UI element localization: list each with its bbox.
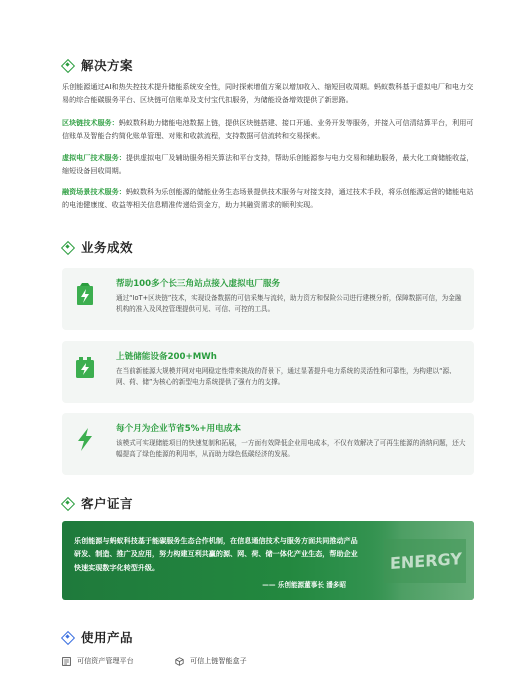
testimonial-title: 客户证言 [81, 496, 134, 511]
battery-icon [68, 350, 102, 384]
solution-item [62, 186, 474, 211]
products-title: 使用产品 [81, 630, 134, 645]
result-card-title: 帮助100多个长三角站点接入虚拟电厂服务 [116, 279, 281, 289]
products-heading [62, 628, 133, 646]
solution-item-text: 蚂蚁数科为乐创能源的储能业务生态场景提供技术服务与对接支持，通过技术手段，将乐创能源运营的储能电站的电池健康度、收益等相关信息精准传递给资金方，助力其融资需求的顺利实现。 [62, 187, 474, 209]
result-card-desc: 通过“IoT+区块链”技术，实现设备数据的可信采集与流转，助力资方和保险公司进行建模分析，保障数据可信，为金融机构的准入及风控管理提供可见、可信、可控的工具。 [116, 294, 462, 314]
product-item[interactable] [175, 656, 247, 666]
result-card [62, 341, 474, 403]
testimonial-quote: 乐创能源与蚂蚁科技基于能碳服务生态合作机制，在信息通信技术与服务方面共同推动产品研发、制造、推广及应用，努力构建互利共赢的源、网、荷、储一体化产业生态，帮助企业快速实现数字化转型升级。 [74, 536, 358, 572]
diamond-bullet-icon [62, 242, 73, 253]
diamond-bullet-icon [62, 60, 73, 71]
solution-item-label: 虚拟电厂技术服务： [62, 153, 126, 162]
product-label: 可信资产管理平台 [77, 656, 134, 665]
result-card [62, 413, 474, 475]
testimonial-author: —— 乐创能源董事长 潘多昭 [262, 581, 346, 589]
testimonial-heading [62, 494, 133, 512]
solutions-heading [62, 56, 133, 74]
plug-in-icon [68, 277, 102, 311]
solutions-intro: 乐创能源通过AI和热失控技术提升储能系统安全性，同时探索增值方案以增加收入、缩短回收周期。蚂蚁数科基于虚拟电厂和电力交易的综合能碳服务平台、区块链可信账单及支付宝代扣服务，为储能设备增效提供了新思路。 [62, 82, 474, 104]
solution-item-text: 提供虚拟电厂及辅助服务相关算法和平台支持，帮助乐创能源参与电力交易和辅助服务，最大化工商储能收益，缩短设备回收周期。 [62, 153, 474, 175]
asset-management-icon [62, 657, 71, 666]
solution-item-text: 蚂蚁数科助力储能电池数据上链，提供区块链搭建、接口开通、业务开发等服务，并接入可信清结算平台，利用可信账单及智能合约简化账单管理、对账和收款流程，支持数据可信流转和交易探索。 [62, 118, 474, 140]
solutions-title: 解决方案 [81, 58, 134, 73]
diamond-bullet-icon [62, 498, 73, 509]
result-card-desc: 在当前新能源大规模并网对电网稳定性带来挑战的背景下，通过显著提升电力系统的灵活性和可靠性，为构建以“源、网、荷、储”为核心的新型电力系统提供了强有力的支撑。 [116, 367, 456, 387]
solution-item-label: 融资场景技术服务： [62, 187, 126, 196]
solution-item [62, 117, 474, 142]
results-heading [62, 238, 133, 256]
result-card-title: 上链储能设备200+MWh [116, 352, 217, 362]
chain-box-icon [175, 657, 184, 666]
energy-sign-image [362, 521, 474, 600]
energy-sign-text: ENERGY [390, 549, 462, 574]
lightning-icon [68, 422, 102, 456]
solution-item [62, 152, 474, 177]
solution-item-label: 区块链技术服务： [62, 118, 119, 127]
result-card [62, 268, 474, 330]
result-card-desc: 该模式可实现储能项目的快速复制和拓展，一方面有效降低企业用电成本，不仅有效解决了可再生能源的消纳问题，还大幅提高了绿色能源的利用率，从而助力绿色低碳经济的发展。 [116, 439, 466, 459]
product-label: 可信上链智能盒子 [190, 656, 247, 665]
testimonial-banner [62, 521, 474, 600]
results-title: 业务成效 [81, 240, 134, 255]
product-item[interactable] [62, 656, 134, 666]
result-card-title: 每个月为企业节省5%+用电成本 [116, 424, 241, 434]
diamond-bullet-icon [62, 632, 73, 643]
